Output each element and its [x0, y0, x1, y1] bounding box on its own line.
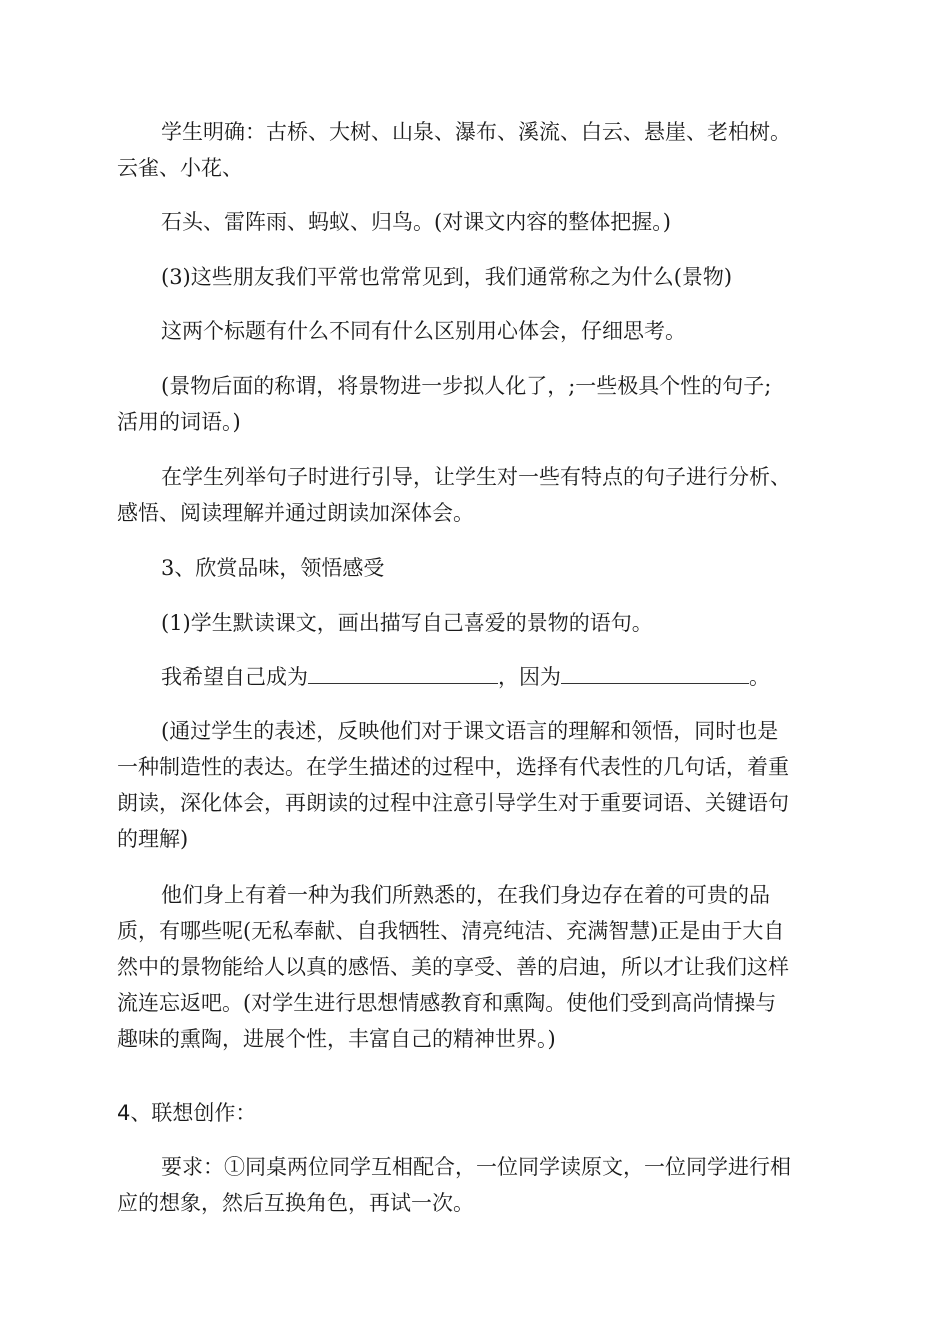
paragraph-answer-continued	[117, 204, 833, 240]
paragraph-question-3	[117, 259, 833, 295]
text-line: 他们身上有着一种为我们所熟悉的，在我们身边存在着的可贵的品	[161, 883, 770, 907]
text-line: 趣味的熏陶，进展个性，丰富自己的精神世界。)	[117, 1027, 556, 1051]
paragraph-silent-reading	[117, 605, 833, 641]
paragraph-requirements	[117, 1149, 833, 1221]
paragraph-student-expression	[117, 713, 833, 857]
text-line: 活用的词语。)	[117, 410, 241, 434]
text-line: 3、欣赏品味，领悟感受	[161, 556, 385, 580]
answer-blank-1	[308, 661, 498, 684]
paragraph-answer-list	[117, 114, 833, 186]
text-line: 感悟、阅读理解并通过朗读加深体会。	[117, 501, 474, 525]
text-line: (通过学生的表述，反映他们对于课文语言的理解和领悟，同时也是	[161, 719, 779, 743]
paragraph-fill-in-blank	[117, 659, 833, 695]
paragraph-sentence-guidance	[117, 459, 833, 531]
text-line: 这两个标题有什么不同有什么区别用心体会，仔细思考。	[161, 319, 686, 343]
text-line: 云雀、小花、	[117, 156, 243, 180]
text-line: 要求：①同桌两位同学互相配合，一位同学读原文，一位同学进行相	[161, 1155, 791, 1179]
text-line: 应的想象，然后互换角色，再试一次。	[117, 1191, 474, 1215]
text-line: 朗读，深化体会，再朗读的过程中注意引导学生对于重要词语、关键语句	[117, 791, 789, 815]
text-line: 4、联想创作：	[117, 1101, 257, 1125]
text-line: 一种制造性的表达。在学生描述的过程中，选择有代表性的几句话，着重	[117, 755, 789, 779]
paragraph-personification-note	[117, 368, 833, 440]
blank-suffix: 。	[749, 665, 770, 689]
paragraph-title-comparison	[117, 313, 833, 349]
text-line: 在学生列举句子时进行引导，让学生对一些有特点的句子进行分析、	[161, 465, 791, 489]
answer-blank-2	[561, 661, 749, 684]
text-line: 学生明确：古桥、大树、山泉、瀑布、溪流、白云、悬崖、老柏树。	[161, 120, 791, 144]
text-line: 石头、雷阵雨、蚂蚁、归鸟。(对课文内容的整体把握。)	[161, 210, 671, 234]
text-line: (景物后面的称谓，将景物进一步拟人化了，;一些极具个性的句子;	[161, 374, 772, 398]
text-line: 然中的景物能给人以真的感悟、美的享受、善的启迪，所以才让我们这样	[117, 955, 789, 979]
text-line	[117, 659, 833, 695]
text-line: 流连忘返吧。(对学生进行思想情感教育和熏陶。使他们受到高尚情操与	[117, 991, 777, 1015]
text-line: (3)这些朋友我们平常也常常见到，我们通常称之为什么(景物)	[161, 265, 733, 289]
section-heading-3	[117, 550, 833, 586]
text-line: 质，有哪些呢(无私奉献、自我牺牲、清亮纯洁、充满智慧)正是由于大自	[117, 919, 785, 943]
blank-prefix: 我希望自己成为	[161, 665, 308, 689]
text-line: (1)学生默读课文，画出描写自己喜爱的景物的语句。	[161, 611, 653, 635]
blank-middle: ，因为	[498, 665, 561, 689]
text-line: 的理解)	[117, 827, 189, 851]
section-heading-4	[117, 1095, 833, 1131]
paragraph-qualities	[117, 877, 833, 1057]
